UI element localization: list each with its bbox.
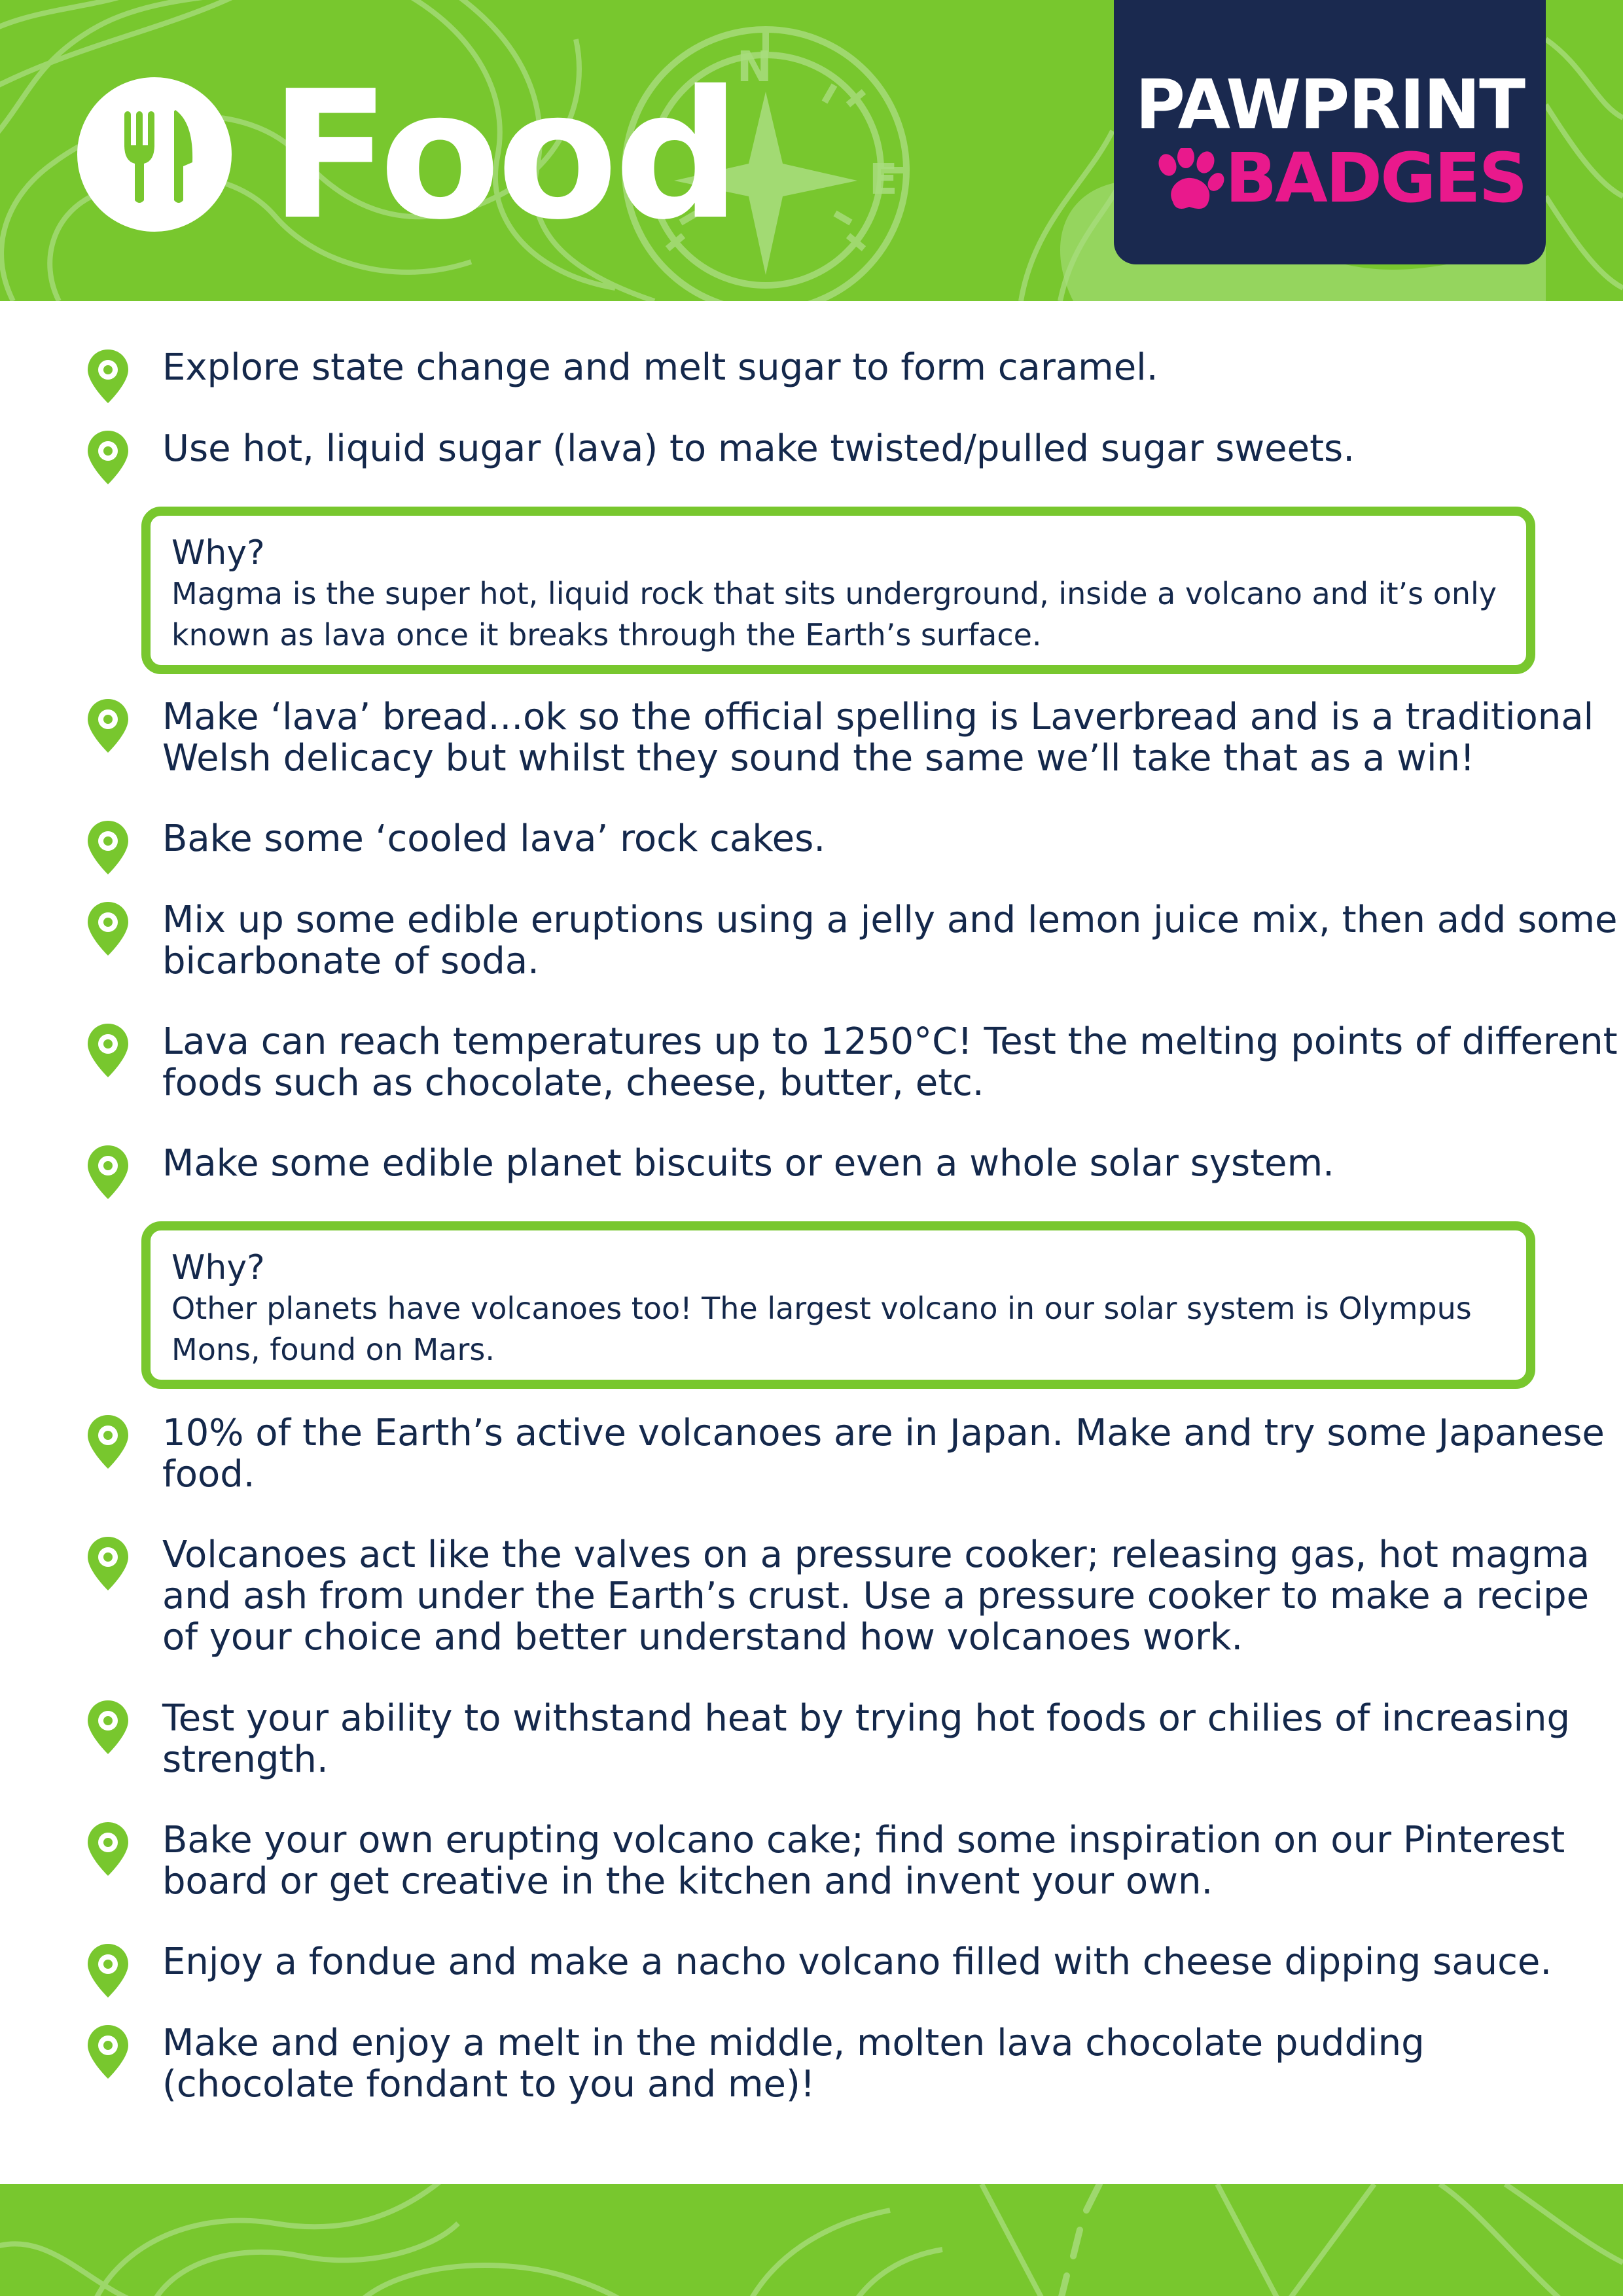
list-item-text: Bake your own erupting volcano cake; find some inspiration on our Pinterest board or get creative in the kitchen and invent your own. xyxy=(162,1819,1565,1903)
list-item-text: Lava can reach temperatures up to 1250°C! Test the melting points of different foods such as chocolate, cheese, butter, etc. xyxy=(162,1020,1618,1104)
fork-knife-icon xyxy=(77,77,232,232)
footer-banner xyxy=(0,2184,1623,2296)
why-text: Magma is the super hot, liquid rock that sits underground, inside a volcano and it’s only known as lava once it breaks through the Earth’s surface. xyxy=(171,576,1497,653)
map-pin-icon xyxy=(85,1021,131,1080)
brand-logo xyxy=(1114,0,1546,264)
map-pin-icon xyxy=(85,818,131,877)
map-pin-icon xyxy=(85,1534,131,1593)
compass-east-glyph: E xyxy=(869,156,898,204)
why-text: Other planets have volcanoes too! The largest volcano in our solar system is Olympus Mons, found on Mars. xyxy=(171,1291,1472,1367)
header-banner xyxy=(0,0,1623,301)
map-pin-icon xyxy=(85,696,131,755)
list-item-text: Make some edible planet biscuits or even a whole solar system. xyxy=(162,1142,1334,1185)
page-title: Food xyxy=(270,52,737,259)
list-item-text: Mix up some edible eruptions using a jelly and lemon juice mix, then add some bicarbonate of soda. xyxy=(162,899,1618,982)
map-pin-icon xyxy=(85,347,131,406)
list-item-text: Use hot, liquid sugar (lava) to make twisted/pulled sugar sweets. xyxy=(162,427,1355,470)
brand-name-line1: PAWPRINT xyxy=(1135,65,1525,145)
list-item-text: Test your ability to withstand heat by trying hot foods or chilies of increasing strength. xyxy=(162,1697,1571,1781)
list-item-text: Bake some ‘cooled lava’ rock cakes. xyxy=(162,817,826,860)
map-pin-icon xyxy=(85,1143,131,1202)
brand-name-line2: BADGES xyxy=(1225,138,1526,218)
map-pin-icon xyxy=(85,1412,131,1471)
map-pin-icon xyxy=(85,1698,131,1757)
map-pin-icon xyxy=(85,1941,131,2000)
topographic-background xyxy=(0,2184,1623,2296)
map-pin-icon xyxy=(85,1820,131,1878)
list-item-text: Make and enjoy a melt in the middle, molten lava chocolate pudding (chocolate fondant to you and me)! xyxy=(162,2022,1425,2106)
list-item-text: Make ‘lava’ bread...ok so the official spelling is Laverbread and is a traditional Welsh delicacy but whilst they sound the same we’ll take that as a win! xyxy=(162,696,1594,780)
map-pin-icon xyxy=(85,428,131,487)
list-item-text: Volcanoes act like the valves on a pressure cooker; releasing gas, hot magma and ash from under the Earth’s crust. Use a pressure cooker to make a recipe of your choice and better understand how volcanoes work. xyxy=(162,1534,1590,1659)
compass-north-glyph: N xyxy=(737,43,772,92)
list-item-text: Explore state change and melt sugar to form caramel. xyxy=(162,346,1158,389)
list-item-text: Enjoy a fondue and make a nacho volcano filled with cheese dipping sauce. xyxy=(162,1941,1552,1983)
why-callout xyxy=(141,1221,1535,1389)
why-heading: Why? xyxy=(171,1248,265,1287)
why-heading: Why? xyxy=(171,533,265,573)
map-pin-icon xyxy=(85,2022,131,2081)
paw-icon xyxy=(1153,148,1225,213)
map-pin-icon xyxy=(85,899,131,958)
why-callout xyxy=(141,507,1535,674)
list-item-text: 10% of the Earth’s active volcanoes are in Japan. Make and try some Japanese food. xyxy=(162,1412,1605,1496)
